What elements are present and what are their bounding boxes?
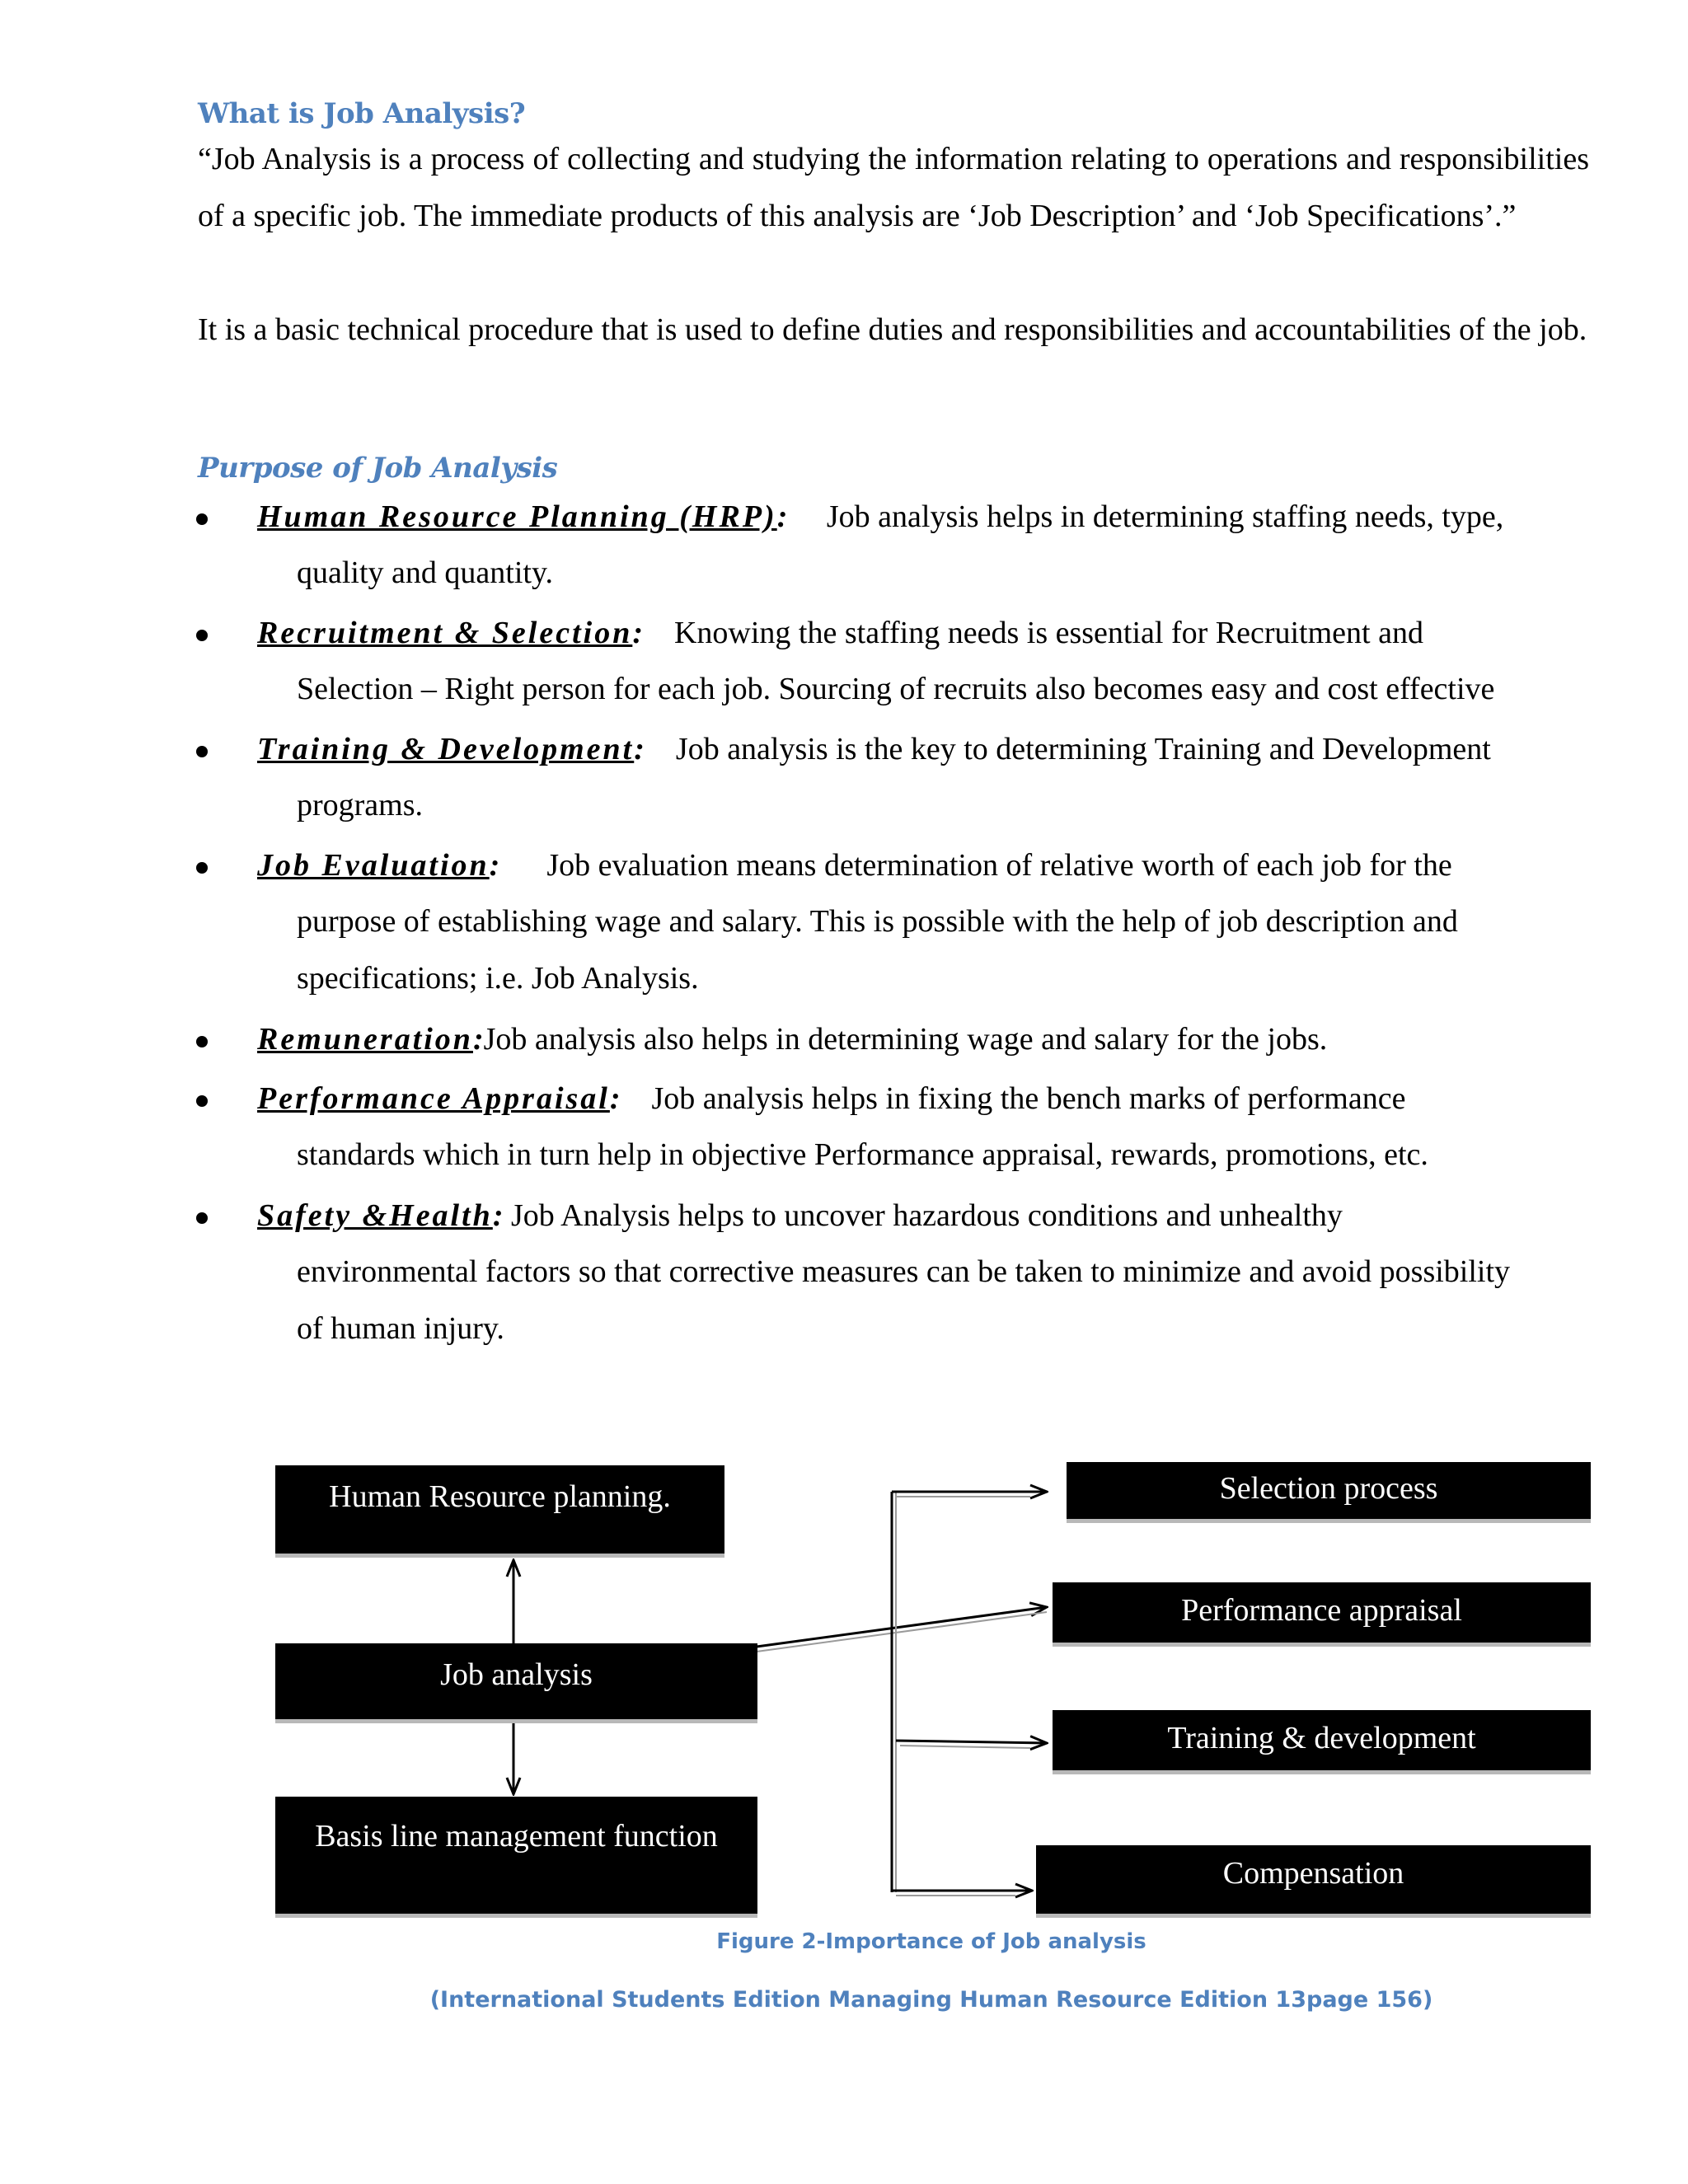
bullet-text: Job analysis is the key to determining Training and Development	[675, 732, 1491, 766]
box-basis-line-management: Basis line management function	[275, 1797, 757, 1918]
bullet-continuation: purpose of establishing wage and salary. This is possible with the help of job description and	[297, 904, 1458, 939]
bullet-continuation: standards which in turn help in objective Performance appraisal, rewards, promotions, etc.	[297, 1137, 1428, 1172]
box-selection-process: Selection process	[1067, 1462, 1591, 1523]
box-job-analysis: Job analysis	[275, 1643, 757, 1723]
source-caption: (International Students Edition Managing Human Resource Edition 13page 156)	[429, 1987, 1433, 2013]
box-compensation: Compensation	[1036, 1845, 1591, 1918]
procedure-paragraph: It is a basic technical procedure that is used to define duties and responsibilities and accountabilities of the job.	[198, 312, 1587, 347]
bullet-text: Job analysis helps in determining staffing needs, type,	[826, 499, 1504, 534]
box-hrp: Human Resource planning.	[275, 1465, 724, 1558]
bullet-continuation: quality and quantity.	[297, 555, 553, 590]
heading-what-is-job-analysis: What is Job Analysis?	[198, 97, 526, 130]
bullet-continuation: Selection – Right person for each job. Sourcing of recruits also becomes easy and cost effective	[297, 672, 1495, 706]
definition-paragraph: “Job Analysis is a process of collecting and studying the information relating to operations and responsibilities of a specific job. The immediate products of this analysis are ‘Job Description’ and ‘Job Specifications’.”	[198, 142, 1589, 233]
bullet-text: Job analysis also helps in determining wage and salary for the jobs.	[483, 1022, 1328, 1057]
box-training-development: Training & development	[1053, 1710, 1591, 1774]
bullet-term: Safety &Health	[257, 1198, 493, 1233]
document-page: What is Job Analysis? “Job Analysis is a process of collecting and studying the information relating to operations and responsibilities of a specific job. The immediate products of this analysis are ‘Job Description’ and ‘Job Specifications’.” It is a basic technical procedure that is used to define duties and responsibilities and accountabilities of the job. Purpose of Job Analysis Human Resource Planning (HRP): Job analysis helps in determining staffing needs, type, quality and quantity. Recruitment & Selection: Knowing the staffing needs is essential for Recruitment and Selection – Right person for each job. Sourcing of recruits also becomes easy and cost effective Training & Development: Job analysis is the key to determining Training and Development programs. Job Evaluation: Job evaluation means determination of relative worth of each job for the purpose of establishing wage and salary. This is possible with the help of job description and specifications; i.e. Job Analysis. Remuneration:Job analysis also helps in determining wage and salary for the jobs. Performance Appraisal: Job analysis helps in fixing the bench marks of performance standards which in turn help in objective Performance appraisal, rewards, promotions, etc. Safety &Health: Job Analysis helps to uncover hazardous conditions and unhealthy environmental factors so that corrective measures can be taken to minimize and avoid possibility of human injury. Human Resource planning. Job analysis Basis line management function Selection process Performance appraisal Training & development Compensation Figure 2-Importance of Job analysis (International Students Edition Managing Human Resource Edition 13page 156)	[0, 0, 1688, 2184]
bullet-term: Performance Appraisal	[257, 1081, 610, 1116]
bullet-text: Job analysis helps in fixing the bench marks of performance	[651, 1081, 1406, 1116]
bullet-text: Job Analysis helps to uncover hazardous conditions and unhealthy	[510, 1198, 1343, 1233]
bullet-continuation: specifications; i.e. Job Analysis.	[297, 961, 699, 996]
bullet-text: Job evaluation means determination of relative worth of each job for the	[546, 848, 1452, 883]
bullet-continuation: environmental factors so that corrective measures can be taken to minimize and avoid possibility	[297, 1254, 1511, 1289]
bullet-term: Remuneration	[257, 1022, 473, 1057]
bullet-continuation: programs.	[297, 788, 424, 823]
box-performance-appraisal: Performance appraisal	[1053, 1582, 1591, 1647]
bullet-text: Knowing the staffing needs is essential for Recruitment and	[673, 616, 1423, 650]
figure-caption: Figure 2-Importance of Job analysis	[716, 1929, 1146, 1954]
bullet-continuation: of human injury.	[297, 1311, 504, 1346]
bullet-term: Human Resource Planning (HRP)	[257, 499, 777, 534]
bullet-term: Training & Development	[257, 732, 635, 766]
bullet-term: Job Evaluation	[257, 848, 490, 883]
bullet-term: Recruitment & Selection	[257, 616, 633, 650]
arrow-to-training	[896, 1741, 1047, 1743]
heading-purpose: Purpose of Job Analysis	[198, 452, 558, 485]
arrow-to-performance	[757, 1607, 1047, 1647]
